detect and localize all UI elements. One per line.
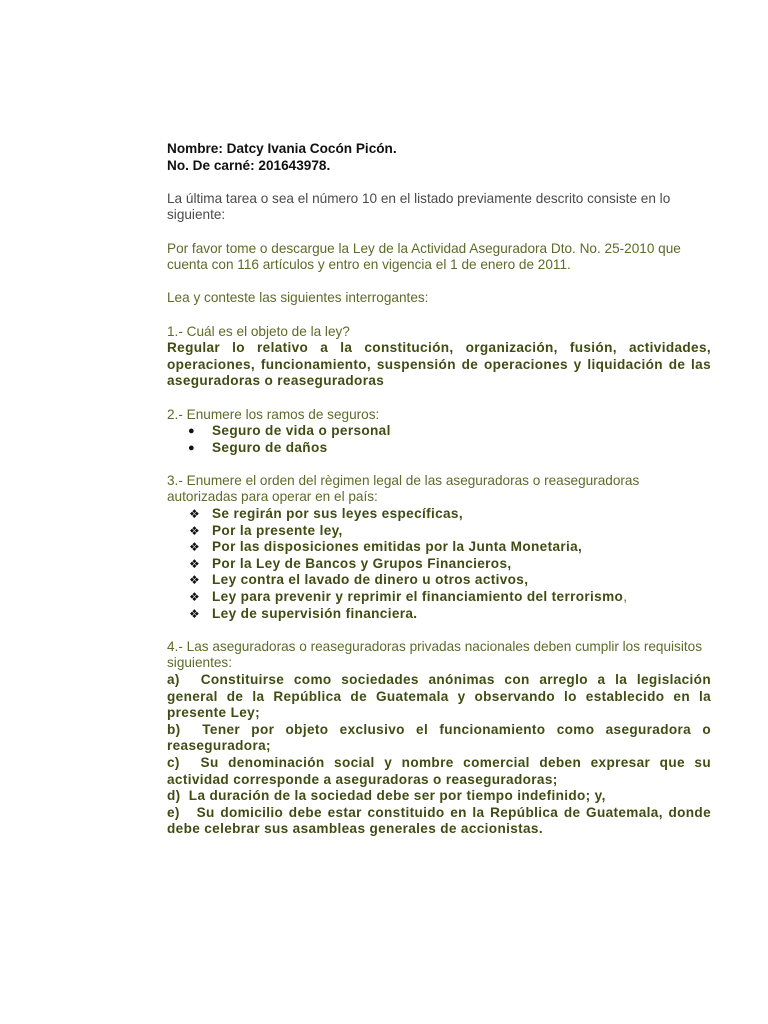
list-item-text: Ley contra el lavado de dinero u otros activos, (212, 572, 529, 588)
list-item-text: Se regirán por sus leyes específicas, (212, 506, 463, 522)
list-item-text: Por las disposiciones emitidas por la Junta Monetaria, (212, 539, 583, 555)
requirement-label: c) (167, 754, 180, 770)
legal-regime-list (167, 506, 711, 622)
list-item (167, 556, 711, 573)
document-page (167, 141, 711, 838)
requirement-label: a) (167, 672, 180, 687)
bullet-icon: ● (188, 425, 195, 438)
list-item (167, 539, 711, 556)
requirement-text: La duración de la sociedad debe ser por tiempo indefinido; y, (188, 788, 606, 804)
list-item-text: Seguro de vida o personal (212, 423, 391, 439)
intro-paragraph: La última tarea o sea el número 10 en el listado previamente descrito consiste en lo siguiente: (167, 190, 671, 223)
requirement-b (167, 722, 711, 755)
diamond-bullet-icon: ❖ (189, 573, 201, 588)
list-item (167, 589, 711, 606)
prompt-line: Lea y conteste las siguientes interrogantes: (167, 290, 429, 306)
requirement-label: e) (167, 804, 180, 820)
list-item (167, 440, 711, 457)
list-item-text: Por la Ley de Bancos y Grupos Financieros, (212, 555, 512, 571)
diamond-bullet-icon: ❖ (189, 606, 201, 621)
requirement-a (167, 672, 711, 722)
insurance-branches-list (167, 423, 711, 456)
requirement-text: Su domicilio debe estar constituido en la República de Guatemala, donde debe celebrar sus asambleas generales de accionistas. (167, 804, 711, 837)
trailing-comma: , (623, 589, 628, 605)
list-item-text: Por la presente ley, (212, 522, 343, 538)
requirement-text: Constituirse como sociedades anónimas con arreglo a la legislación general de la República de Guatemala y observando lo establecido en la presente Ley; (167, 672, 711, 721)
bullet-icon: ● (188, 441, 195, 454)
list-item (167, 606, 711, 623)
list-item-text: Ley para prevenir y reprimir el financiamiento del terrorismo (212, 589, 624, 605)
question-1: 1.- Cuál es el objeto de la ley? (167, 323, 350, 339)
question-3: 3.- Enumere el orden del règimen legal de las aseguradoras o reaseguradoras autorizadas para operar en el país: (167, 472, 640, 505)
requirement-e (167, 805, 711, 838)
diamond-bullet-icon: ❖ (189, 523, 201, 538)
diamond-bullet-icon: ❖ (189, 540, 201, 555)
student-carne: No. De carné: 201643978. (167, 157, 331, 173)
diamond-bullet-icon: ❖ (189, 590, 201, 605)
diamond-bullet-icon: ❖ (189, 556, 201, 571)
question-2: 2.- Enumere los ramos de seguros: (167, 406, 380, 422)
list-item-text: Ley de supervisión financiera. (212, 605, 418, 621)
requirement-d (167, 788, 711, 805)
question-4: 4.- Las aseguradoras o reaseguradoras privadas nacionales deben cumplir los requisitos siguientes: (167, 638, 702, 671)
diamond-bullet-icon: ❖ (189, 507, 201, 522)
answer-1: Regular lo relativo a la constitución, organización, fusión, actividades, operaciones, funcionamiento, suspensión de operaciones y liquidación de las aseguradoras o reaseguradoras (167, 340, 711, 389)
list-item (167, 572, 711, 589)
requirement-text: Su denominación social y nombre comercial deben expresar que su actividad corresponde a aseguradoras o reaseguradoras; (167, 754, 711, 787)
requirement-c (167, 755, 711, 788)
list-item (167, 423, 711, 440)
requirement-label: b) (167, 721, 181, 737)
instruction-paragraph: Por favor tome o descargue la Ley de la Actividad Aseguradora Dto. No. 25-2010 que cuenta con 116 artículos y entro en vigencia el 1 de enero de 2011. (167, 240, 681, 273)
student-name: Nombre: Datcy Ivania Cocón Picón. (167, 141, 397, 156)
list-item-text: Seguro de daños (212, 439, 328, 455)
requirement-label: d) (167, 788, 181, 804)
list-item (167, 523, 711, 540)
list-item (167, 506, 711, 523)
requirement-text: Tener por objeto exclusivo el funcionamiento como aseguradora o reaseguradora; (167, 721, 711, 754)
